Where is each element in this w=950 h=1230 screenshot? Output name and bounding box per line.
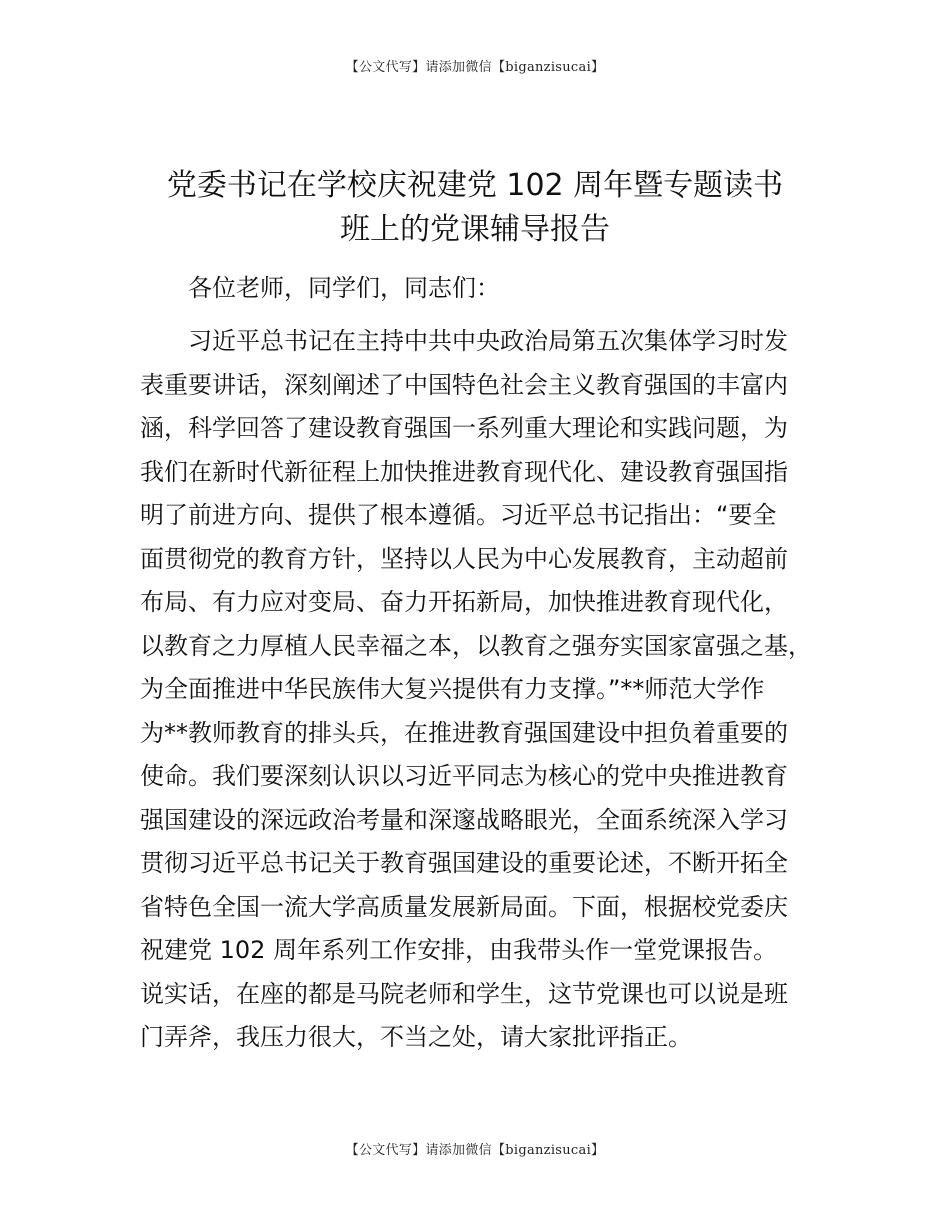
body-line: 祝建党 102 周年系列工作安排，由我带头作一堂党课报告。	[140, 936, 778, 964]
body-line: 说实话，在座的都是马院老师和学生，这节党课也可以说是班	[140, 979, 788, 1008]
salutation: 各位老师，同学们，同志们：	[188, 274, 500, 302]
body-line: 明了前进方向、提供了根本遵循。习近平总书记指出：“要全	[140, 501, 777, 529]
body-line: 强国建设的深远政治考量和深邃战略眼光，全面系统深入学习	[140, 805, 788, 834]
body-line: 省特色全国一流大学高质量发展新局面。下面，根据校党委庆	[140, 892, 788, 921]
title-line-2: 班上的党课辅导报告	[340, 212, 610, 247]
body-line: 我们在新时代新征程上加快推进教育现代化、建设教育强国指	[140, 457, 788, 486]
body-line: 贯彻习近平总书记关于教育强国建设的重要论述，不断开拓全	[140, 849, 788, 877]
body-line: 使命。我们要深刻认识以习近平同志为核心的党中央推进教育	[140, 762, 788, 790]
body-line: 表重要讲话，深刻阐述了中国特色社会主义教育强国的丰富内	[140, 370, 788, 399]
footer-note: 【公文代写】请添加微信【biganzisucai】	[345, 1143, 605, 1158]
document-title	[120, 164, 830, 252]
body-line: 为**教师教育的排头兵，在推进教育强国建设中担负着重要的	[140, 718, 788, 747]
title-line-1: 党委书记在学校庆祝建党 102 周年暨专题读书	[166, 168, 784, 203]
body-line: 以教育之力厚植人民幸福之本，以教育之强夯实国家富强之基，	[140, 631, 812, 660]
body-line: 面贯彻党的教育方针，坚持以人民为中心发展教育，主动超前	[140, 544, 788, 573]
body-line: 为全面推进中华民族伟大复兴提供有力支撑。”**师范大学作	[140, 675, 765, 703]
body-line: 习近平总书记在主持中共中央政治局第五次集体学习时发	[188, 327, 788, 355]
header-note: 【公文代写】请添加微信【biganzisucai】	[345, 60, 605, 75]
body-paragraph	[140, 320, 830, 1060]
body-line: 涵，科学回答了建设教育强国一系列重大理论和实践问题，为	[140, 414, 788, 442]
body-line: 布局、有力应对变局、奋力开拓新局，加快推进教育现代化，	[140, 588, 788, 616]
body-line: 门弄斧，我压力很大，不当之处，请大家批评指正。	[140, 1023, 692, 1051]
